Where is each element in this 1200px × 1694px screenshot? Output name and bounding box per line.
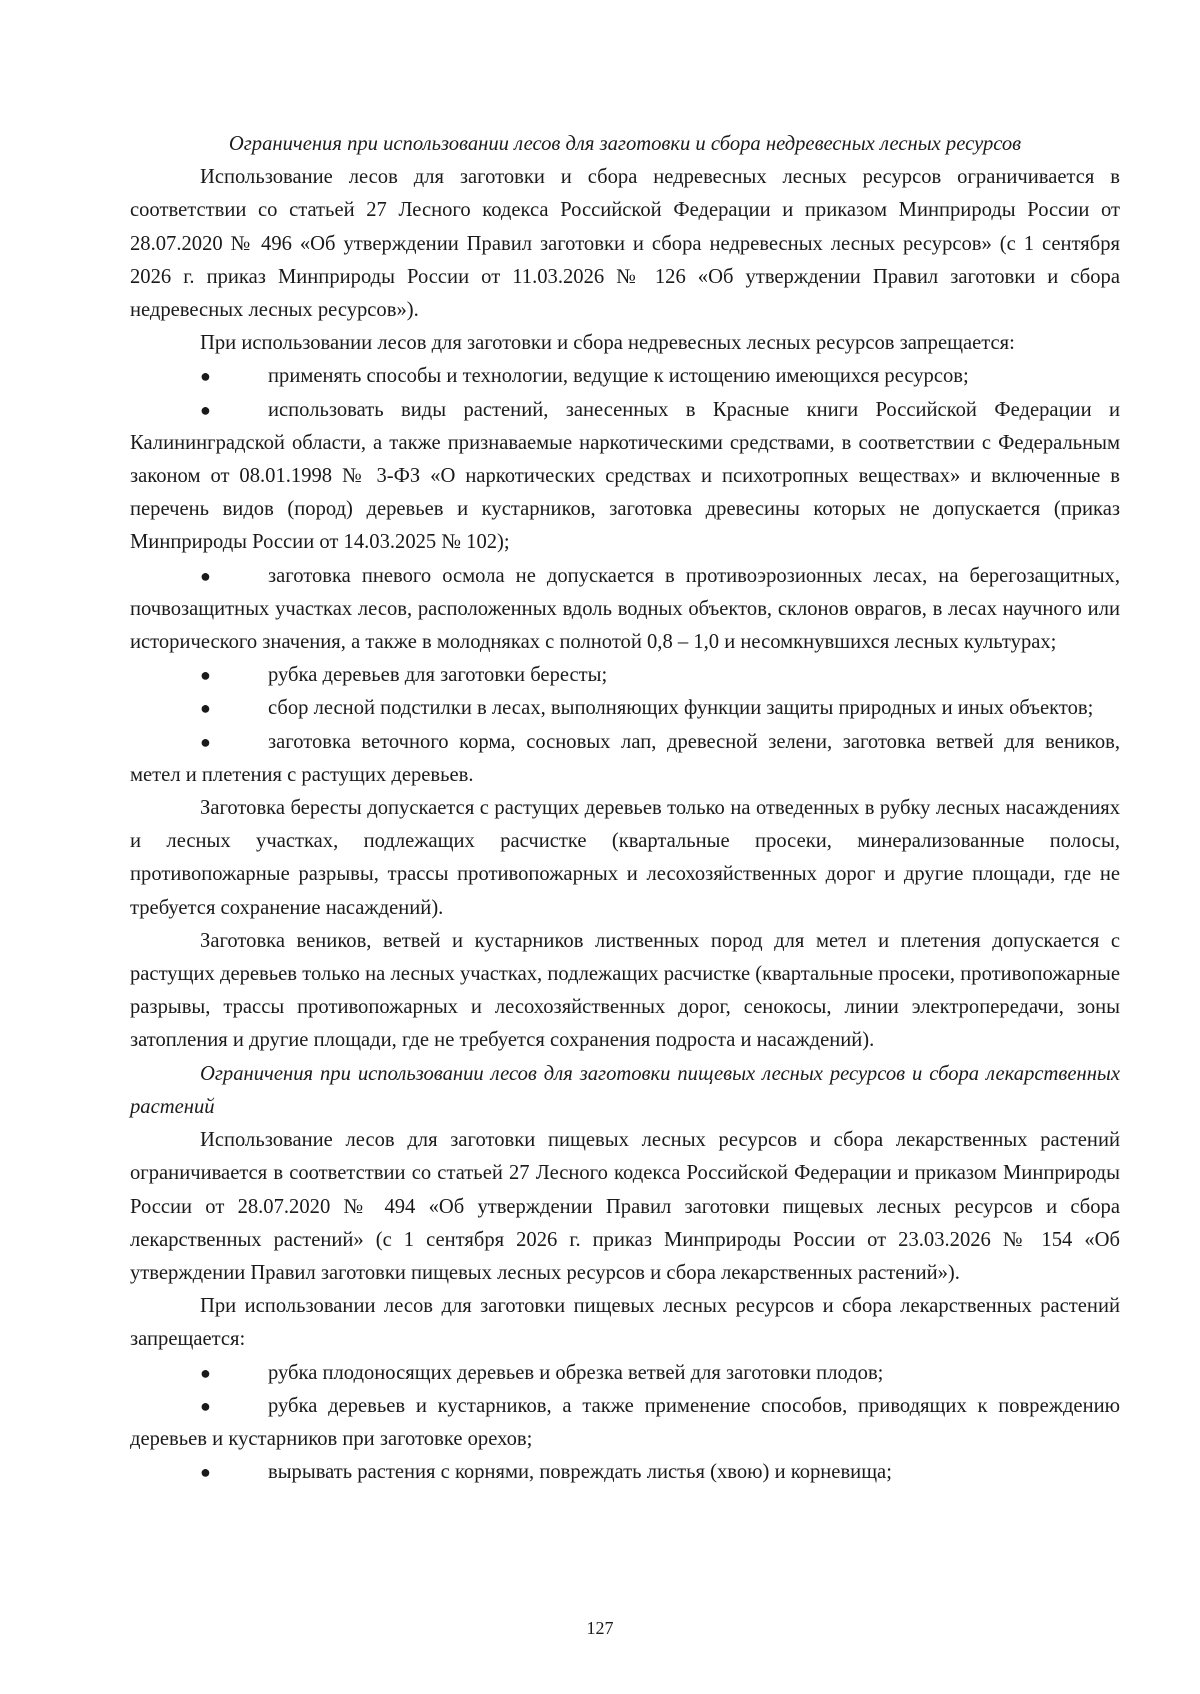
bullet-icon: ● <box>200 366 211 387</box>
paragraph: Заготовка веников, ветвей и кустарников лиственных пород для метел и плетения допускается с растущих деревьев только на лесных участках, подлежащих расчистке (квартальные просеки, противопожарные разрывы, трассы противопожарных и лесохозяйственных дорог, сенокосы, линии электропередачи, зоны затопления и другие площади, где не требуется сохранения подроста и насаждений). <box>130 929 1120 1052</box>
bullet-icon: ● <box>200 1395 211 1416</box>
list-item-text: рубка деревьев для заготовки бересты; <box>268 664 608 687</box>
bullet-icon: ● <box>200 1462 211 1483</box>
paragraph-intro: При использовании лесов для заготовки пищевых лесных ресурсов и сбора лекарственных растений запрещается: <box>130 1295 1120 1351</box>
paragraph: Заготовка бересты допускается с растущих деревьев только на отведенных в рубку лесных насаждениях и лесных участках, подлежащих расчистке (квартальные просеки, минерализованные полосы, противопожарные разрывы, трассы противопожарных и лесохозяйственных дорог и другие площади, где не требуется сохранение насаждений). <box>130 797 1120 919</box>
list-item <box>130 1456 1120 1489</box>
list-item <box>130 560 1120 660</box>
list-item <box>130 1390 1120 1456</box>
bullet-icon: ● <box>200 565 211 586</box>
section-heading-food-resources: Ограничения при использовании лесов для заготовки пищевых лесных ресурсов и сбора лекарственных растений <box>130 1062 1120 1118</box>
list-item-text: рубка плодоносящих деревьев и обрезка ветвей для заготовки плодов; <box>268 1361 884 1384</box>
list-item <box>130 1357 1120 1390</box>
list-item-text: использовать виды растений, занесенных в Красные книги Российской Федерации и Калининградской области, а также признаваемые наркотическими средствами, в соответствии с Федеральным законом от 08.01.1998 № 3-ФЗ «О наркотических средствах и психотропных веществах» и включенные в перечень видов (пород) деревьев и кустарников, заготовка древесины которых не допускается (приказ Минприроды России от 14.03.2025 № 102); <box>130 398 1120 554</box>
bullet-icon: ● <box>200 698 211 719</box>
bullet-icon: ● <box>200 665 211 686</box>
list-item <box>130 360 1120 393</box>
list-item-text: применять способы и технологии, ведущие к истощению имеющихся ресурсов; <box>268 365 969 388</box>
page-number: 127 <box>586 1618 614 1638</box>
list-item-text: вырывать растения с корнями, повреждать листья (хвою) и корневища; <box>268 1461 892 1484</box>
bullet-icon: ● <box>200 1362 211 1383</box>
list-item-text: заготовка веточного корма, сосновых лап, древесной зелени, заготовка ветвей для веников, метел и плетения с растущих деревьев. <box>130 730 1120 786</box>
list-item-text: рубка деревьев и кустарников, а также применение способов, приводящих к повреждению деревьев и кустарников при заготовке орехов; <box>130 1394 1120 1450</box>
paragraph: Использование лесов для заготовки и сбора недревесных лесных ресурсов ограничивается в соответствии со статьей 27 Лесного кодекса Российской Федерации и приказом Минприроды России от 28.07.2020 № 496 «Об утверждении Правил заготовки и сбора недревесных лесных ресурсов» (с 1 сентября 2026 г. приказ Минприроды России от 11.03.2026 № 126 «Об утверждении Правил заготовки и сбора недревесных лесных ресурсов»). <box>130 166 1120 322</box>
section-heading-non-timber: Ограничения при использовании лесов для заготовки и сбора недревесных лесных ресурсов <box>228 133 1022 155</box>
list-item-text: сбор лесной подстилки в лесах, выполняющих функции защиты природных и иных объектов; <box>268 697 1094 720</box>
list-item-text: заготовка пневого осмола не допускается в противоэрозионных лесах, на берегозащитных, почвозащитных участках лесов, расположенных вдоль водных объектов, склонов оврагов, в лесах научного или исторического значения, а также в молодняках с полнотой 0,8 – 1,0 и несомкнувшихся лесных культурах; <box>130 564 1120 654</box>
list-item <box>130 692 1120 725</box>
page-content <box>130 128 1120 1489</box>
bullet-icon: ● <box>200 399 211 420</box>
list-item <box>130 726 1120 792</box>
paragraph-intro: При использовании лесов для заготовки и сбора недревесных лесных ресурсов запрещается: <box>200 332 1015 355</box>
list-item <box>130 659 1120 692</box>
bullet-icon: ● <box>200 731 211 752</box>
paragraph: Использование лесов для заготовки пищевых лесных ресурсов и сбора лекарственных растений ограничивается в соответствии со статьей 27 Лесного кодекса Российской Федерации и приказом Минприроды России от 28.07.2020 № 494 «Об утверждении Правил заготовки пищевых лесных ресурсов и сбора лекарственных растений» (с 1 сентября 2026 г. приказ Минприроды России от 23.03.2026 № 154 «Об утверждении Правил заготовки пищевых лесных ресурсов и сбора лекарственных растений»). <box>130 1129 1120 1284</box>
list-item <box>130 394 1120 560</box>
